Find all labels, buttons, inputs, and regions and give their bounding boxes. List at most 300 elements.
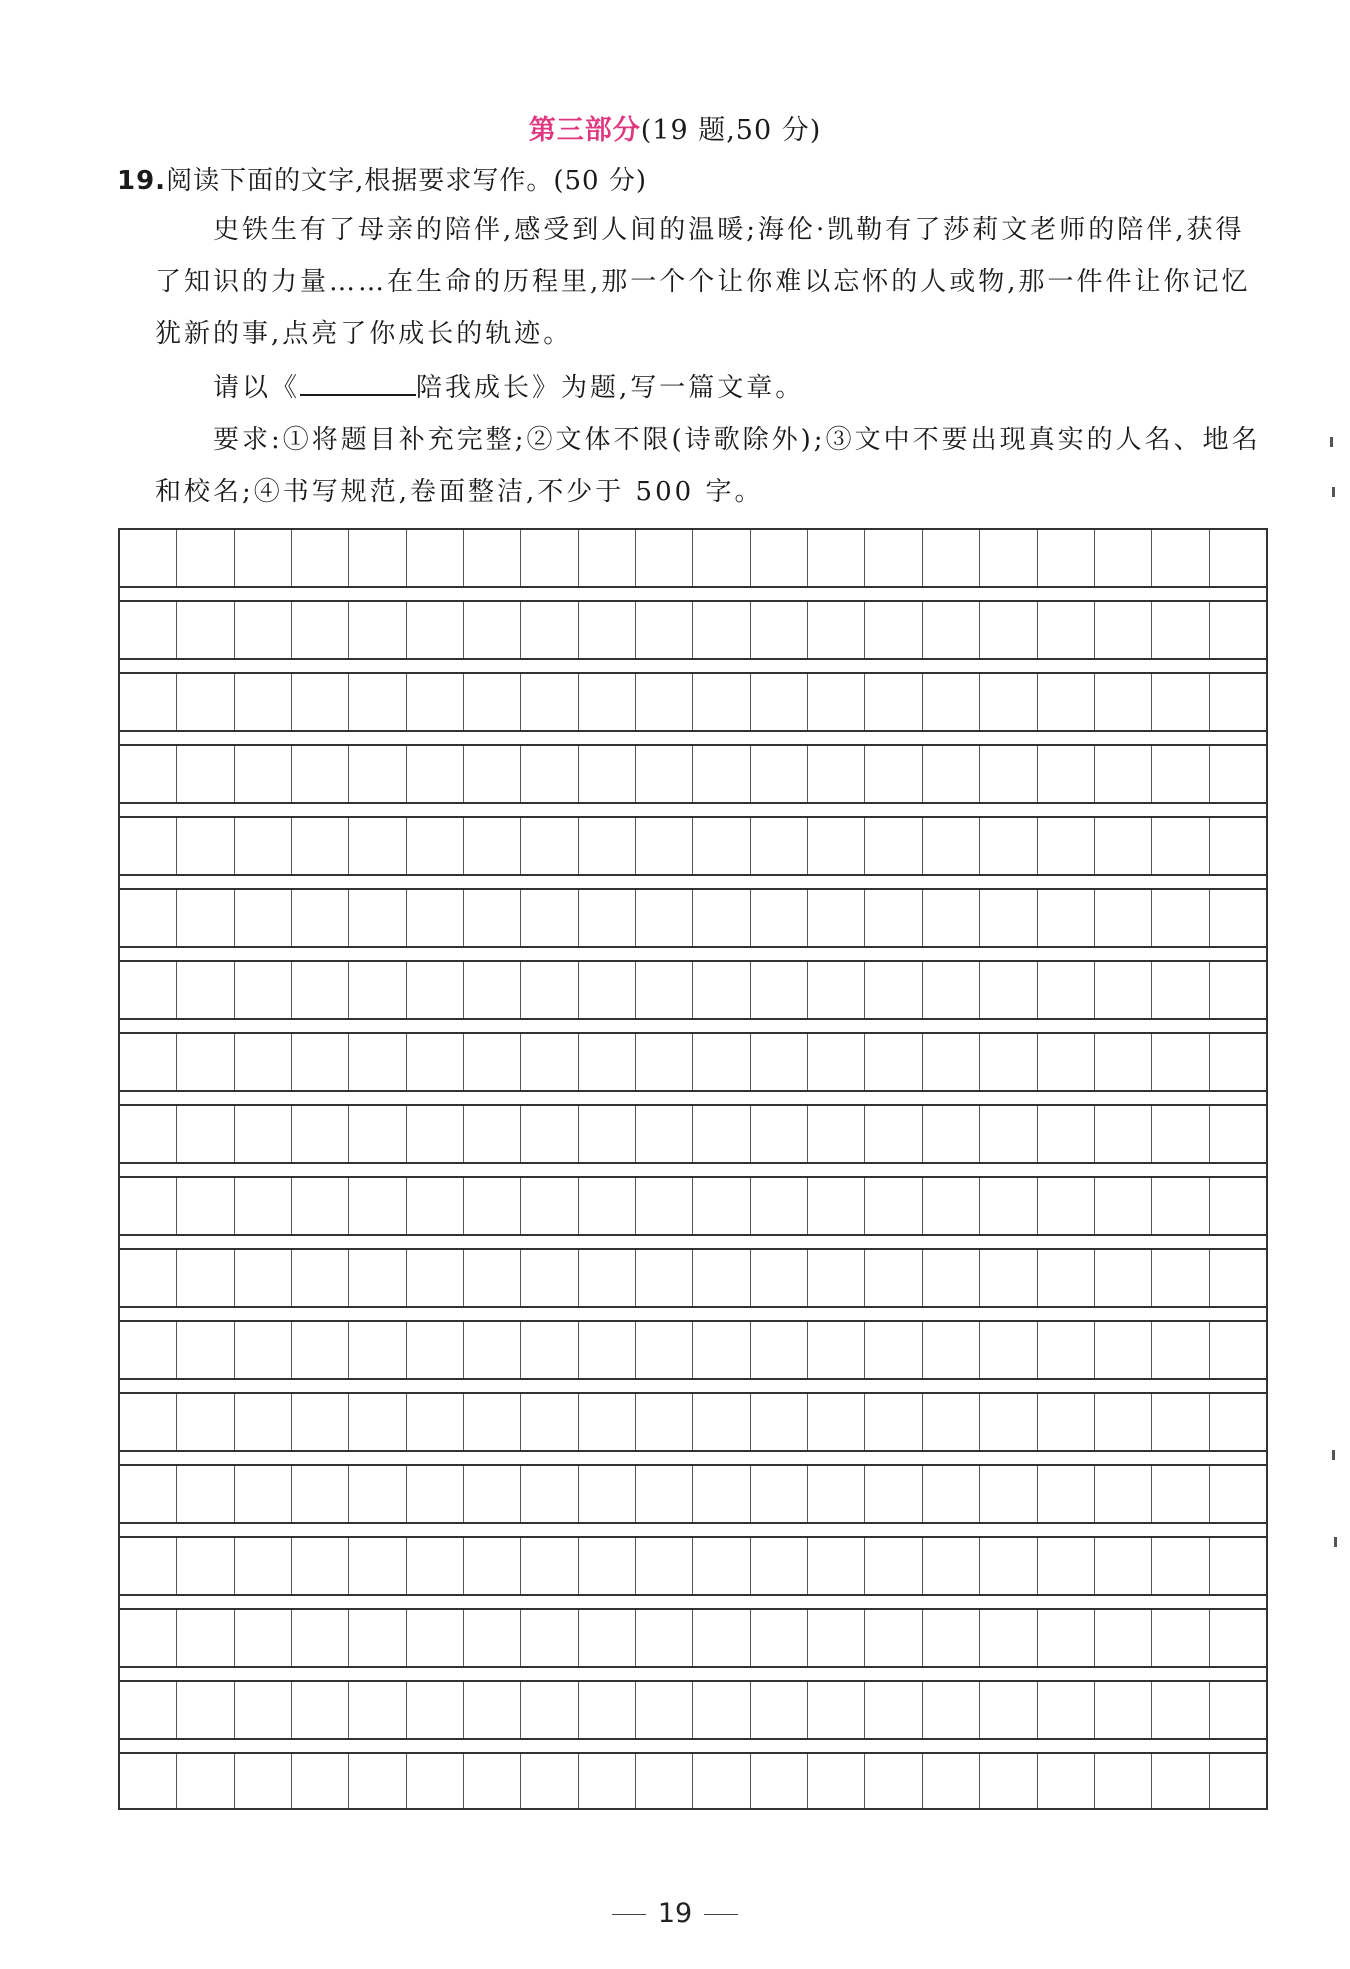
grid-cell[interactable] xyxy=(923,530,980,586)
grid-cell[interactable] xyxy=(693,1538,750,1594)
grid-cell[interactable] xyxy=(865,818,922,874)
grid-cell[interactable] xyxy=(865,890,922,946)
grid-cell[interactable] xyxy=(579,674,636,730)
grid-cell[interactable] xyxy=(1038,1106,1095,1162)
grid-cell[interactable] xyxy=(636,746,693,802)
grid-cell[interactable] xyxy=(521,602,578,658)
grid-cell[interactable] xyxy=(923,1034,980,1090)
grid-cell[interactable] xyxy=(177,1610,234,1666)
grid-cell[interactable] xyxy=(464,962,521,1018)
grid-cell[interactable] xyxy=(923,1682,980,1738)
grid-cell[interactable] xyxy=(120,530,177,586)
grid-cell[interactable] xyxy=(636,818,693,874)
grid-cell[interactable] xyxy=(521,1034,578,1090)
grid-cell[interactable] xyxy=(407,1466,464,1522)
grid-cell[interactable] xyxy=(1152,1754,1209,1808)
grid-cell[interactable] xyxy=(693,1466,750,1522)
grid-cell[interactable] xyxy=(693,746,750,802)
grid-cell[interactable] xyxy=(579,962,636,1018)
grid-cell[interactable] xyxy=(235,1682,292,1738)
grid-cell[interactable] xyxy=(349,1754,406,1808)
grid-cell[interactable] xyxy=(980,1754,1037,1808)
grid-cell[interactable] xyxy=(865,674,922,730)
grid-cell[interactable] xyxy=(464,530,521,586)
grid-cell[interactable] xyxy=(1038,818,1095,874)
grid-cell[interactable] xyxy=(407,530,464,586)
grid-cell[interactable] xyxy=(349,890,406,946)
grid-cell[interactable] xyxy=(923,1754,980,1808)
grid-cell[interactable] xyxy=(923,890,980,946)
grid-cell[interactable] xyxy=(980,1178,1037,1234)
grid-cell[interactable] xyxy=(865,1106,922,1162)
grid-cell[interactable] xyxy=(177,602,234,658)
grid-cell[interactable] xyxy=(235,1106,292,1162)
grid-cell[interactable] xyxy=(1038,1610,1095,1666)
grid-cell[interactable] xyxy=(1095,1466,1152,1522)
grid-cell[interactable] xyxy=(1152,890,1209,946)
grid-cell[interactable] xyxy=(636,1250,693,1306)
grid-cell[interactable] xyxy=(808,746,865,802)
grid-cell[interactable] xyxy=(177,1322,234,1378)
grid-cell[interactable] xyxy=(579,890,636,946)
grid-cell[interactable] xyxy=(579,818,636,874)
grid-cell[interactable] xyxy=(636,1178,693,1234)
grid-cell[interactable] xyxy=(349,674,406,730)
grid-cell[interactable] xyxy=(1038,530,1095,586)
grid-cell[interactable] xyxy=(636,1754,693,1808)
grid-cell[interactable] xyxy=(292,1538,349,1594)
grid-cell[interactable] xyxy=(1210,1754,1266,1808)
grid-cell[interactable] xyxy=(1210,890,1266,946)
grid-cell[interactable] xyxy=(579,1178,636,1234)
grid-cell[interactable] xyxy=(980,1466,1037,1522)
grid-cell[interactable] xyxy=(407,890,464,946)
grid-cell[interactable] xyxy=(464,602,521,658)
grid-cell[interactable] xyxy=(177,1754,234,1808)
grid-cell[interactable] xyxy=(693,1394,750,1450)
grid-cell[interactable] xyxy=(1152,530,1209,586)
grid-cell[interactable] xyxy=(751,602,808,658)
grid-cell[interactable] xyxy=(235,1394,292,1450)
grid-cell[interactable] xyxy=(808,1322,865,1378)
grid-cell[interactable] xyxy=(636,1034,693,1090)
grid-cell[interactable] xyxy=(464,1178,521,1234)
grid-cell[interactable] xyxy=(808,1466,865,1522)
grid-cell[interactable] xyxy=(120,1394,177,1450)
grid-cell[interactable] xyxy=(235,1466,292,1522)
grid-cell[interactable] xyxy=(865,1394,922,1450)
grid-cell[interactable] xyxy=(177,890,234,946)
grid-cell[interactable] xyxy=(693,1178,750,1234)
grid-cell[interactable] xyxy=(1210,1250,1266,1306)
grid-cell[interactable] xyxy=(1038,962,1095,1018)
grid-cell[interactable] xyxy=(235,818,292,874)
grid-cell[interactable] xyxy=(1210,962,1266,1018)
grid-cell[interactable] xyxy=(521,890,578,946)
grid-cell[interactable] xyxy=(923,1466,980,1522)
grid-cell[interactable] xyxy=(464,1394,521,1450)
grid-cell[interactable] xyxy=(349,1322,406,1378)
grid-cell[interactable] xyxy=(1038,1250,1095,1306)
grid-cell[interactable] xyxy=(1038,1754,1095,1808)
grid-cell[interactable] xyxy=(177,1682,234,1738)
grid-cell[interactable] xyxy=(980,818,1037,874)
grid-cell[interactable] xyxy=(235,962,292,1018)
grid-cell[interactable] xyxy=(693,962,750,1018)
grid-cell[interactable] xyxy=(808,1250,865,1306)
grid-cell[interactable] xyxy=(865,962,922,1018)
grid-cell[interactable] xyxy=(235,530,292,586)
grid-cell[interactable] xyxy=(1152,1322,1209,1378)
grid-cell[interactable] xyxy=(980,674,1037,730)
grid-cell[interactable] xyxy=(636,1610,693,1666)
grid-cell[interactable] xyxy=(235,746,292,802)
grid-cell[interactable] xyxy=(865,602,922,658)
grid-cell[interactable] xyxy=(865,1178,922,1234)
grid-cell[interactable] xyxy=(235,1034,292,1090)
grid-cell[interactable] xyxy=(579,1394,636,1450)
grid-cell[interactable] xyxy=(1210,1322,1266,1378)
grid-cell[interactable] xyxy=(751,1466,808,1522)
grid-cell[interactable] xyxy=(120,818,177,874)
grid-cell[interactable] xyxy=(751,674,808,730)
grid-cell[interactable] xyxy=(464,674,521,730)
grid-cell[interactable] xyxy=(521,1178,578,1234)
grid-cell[interactable] xyxy=(407,1250,464,1306)
grid-cell[interactable] xyxy=(177,962,234,1018)
grid-cell[interactable] xyxy=(177,1466,234,1522)
grid-cell[interactable] xyxy=(464,1250,521,1306)
grid-cell[interactable] xyxy=(865,1610,922,1666)
grid-cell[interactable] xyxy=(1095,1394,1152,1450)
grid-cell[interactable] xyxy=(751,890,808,946)
grid-cell[interactable] xyxy=(751,1538,808,1594)
grid-cell[interactable] xyxy=(349,1034,406,1090)
grid-cell[interactable] xyxy=(177,1178,234,1234)
grid-cell[interactable] xyxy=(292,1754,349,1808)
grid-cell[interactable] xyxy=(1095,602,1152,658)
grid-cell[interactable] xyxy=(751,530,808,586)
grid-cell[interactable] xyxy=(349,962,406,1018)
grid-cell[interactable] xyxy=(923,1322,980,1378)
grid-cell[interactable] xyxy=(1152,1034,1209,1090)
grid-cell[interactable] xyxy=(1095,962,1152,1018)
grid-cell[interactable] xyxy=(1038,602,1095,658)
grid-cell[interactable] xyxy=(693,674,750,730)
grid-cell[interactable] xyxy=(865,1466,922,1522)
grid-cell[interactable] xyxy=(407,602,464,658)
grid-cell[interactable] xyxy=(751,818,808,874)
grid-cell[interactable] xyxy=(177,746,234,802)
grid-cell[interactable] xyxy=(980,530,1037,586)
grid-cell[interactable] xyxy=(751,746,808,802)
grid-cell[interactable] xyxy=(923,1610,980,1666)
grid-cell[interactable] xyxy=(1152,746,1209,802)
grid-cell[interactable] xyxy=(521,1754,578,1808)
grid-cell[interactable] xyxy=(292,530,349,586)
grid-cell[interactable] xyxy=(407,746,464,802)
grid-cell[interactable] xyxy=(407,674,464,730)
grid-cell[interactable] xyxy=(120,1034,177,1090)
grid-cell[interactable] xyxy=(120,1754,177,1808)
grid-cell[interactable] xyxy=(1210,1394,1266,1450)
grid-cell[interactable] xyxy=(751,1178,808,1234)
grid-cell[interactable] xyxy=(521,1394,578,1450)
grid-cell[interactable] xyxy=(1210,746,1266,802)
grid-cell[interactable] xyxy=(693,1754,750,1808)
grid-cell[interactable] xyxy=(923,746,980,802)
grid-cell[interactable] xyxy=(693,1682,750,1738)
grid-cell[interactable] xyxy=(693,890,750,946)
grid-cell[interactable] xyxy=(923,818,980,874)
grid-cell[interactable] xyxy=(235,674,292,730)
grid-cell[interactable] xyxy=(464,1682,521,1738)
grid-cell[interactable] xyxy=(292,962,349,1018)
grid-cell[interactable] xyxy=(235,1178,292,1234)
grid-cell[interactable] xyxy=(464,1466,521,1522)
grid-cell[interactable] xyxy=(980,1322,1037,1378)
grid-cell[interactable] xyxy=(1152,1610,1209,1666)
grid-cell[interactable] xyxy=(1095,1106,1152,1162)
grid-cell[interactable] xyxy=(865,746,922,802)
grid-cell[interactable] xyxy=(579,1250,636,1306)
grid-cell[interactable] xyxy=(693,602,750,658)
grid-cell[interactable] xyxy=(1210,1682,1266,1738)
grid-cell[interactable] xyxy=(1095,818,1152,874)
grid-cell[interactable] xyxy=(292,1106,349,1162)
grid-cell[interactable] xyxy=(751,1682,808,1738)
grid-cell[interactable] xyxy=(751,962,808,1018)
grid-cell[interactable] xyxy=(407,1178,464,1234)
grid-cell[interactable] xyxy=(1095,530,1152,586)
grid-cell[interactable] xyxy=(521,530,578,586)
grid-cell[interactable] xyxy=(521,674,578,730)
grid-cell[interactable] xyxy=(923,1178,980,1234)
grid-cell[interactable] xyxy=(693,1106,750,1162)
grid-cell[interactable] xyxy=(407,1034,464,1090)
grid-cell[interactable] xyxy=(923,1106,980,1162)
grid-cell[interactable] xyxy=(120,1466,177,1522)
grid-cell[interactable] xyxy=(693,530,750,586)
grid-cell[interactable] xyxy=(521,962,578,1018)
grid-cell[interactable] xyxy=(349,1610,406,1666)
grid-cell[interactable] xyxy=(693,1322,750,1378)
grid-cell[interactable] xyxy=(349,1538,406,1594)
grid-cell[interactable] xyxy=(751,1250,808,1306)
grid-cell[interactable] xyxy=(120,602,177,658)
grid-cell[interactable] xyxy=(292,818,349,874)
grid-cell[interactable] xyxy=(923,674,980,730)
grid-cell[interactable] xyxy=(349,602,406,658)
grid-cell[interactable] xyxy=(292,1610,349,1666)
grid-cell[interactable] xyxy=(808,1106,865,1162)
grid-cell[interactable] xyxy=(579,530,636,586)
grid-cell[interactable] xyxy=(464,1322,521,1378)
grid-cell[interactable] xyxy=(521,818,578,874)
grid-cell[interactable] xyxy=(579,1610,636,1666)
grid-cell[interactable] xyxy=(808,1034,865,1090)
grid-cell[interactable] xyxy=(808,602,865,658)
grid-cell[interactable] xyxy=(407,818,464,874)
grid-cell[interactable] xyxy=(177,1394,234,1450)
grid-cell[interactable] xyxy=(980,1538,1037,1594)
grid-cell[interactable] xyxy=(292,1322,349,1378)
grid-cell[interactable] xyxy=(407,1394,464,1450)
grid-cell[interactable] xyxy=(1152,1106,1209,1162)
grid-cell[interactable] xyxy=(579,1754,636,1808)
grid-cell[interactable] xyxy=(636,530,693,586)
grid-cell[interactable] xyxy=(120,1322,177,1378)
grid-cell[interactable] xyxy=(1152,1394,1209,1450)
grid-cell[interactable] xyxy=(693,1250,750,1306)
grid-cell[interactable] xyxy=(235,1754,292,1808)
grid-cell[interactable] xyxy=(980,1610,1037,1666)
grid-cell[interactable] xyxy=(177,1538,234,1594)
grid-cell[interactable] xyxy=(808,1610,865,1666)
grid-cell[interactable] xyxy=(923,602,980,658)
grid-cell[interactable] xyxy=(1038,1466,1095,1522)
grid-cell[interactable] xyxy=(407,1538,464,1594)
grid-cell[interactable] xyxy=(292,602,349,658)
grid-cell[interactable] xyxy=(1210,1106,1266,1162)
grid-cell[interactable] xyxy=(1038,674,1095,730)
grid-cell[interactable] xyxy=(1095,1682,1152,1738)
grid-cell[interactable] xyxy=(693,1610,750,1666)
grid-cell[interactable] xyxy=(464,818,521,874)
grid-cell[interactable] xyxy=(292,1178,349,1234)
grid-cell[interactable] xyxy=(292,1466,349,1522)
grid-cell[interactable] xyxy=(693,818,750,874)
grid-cell[interactable] xyxy=(923,962,980,1018)
grid-cell[interactable] xyxy=(1210,674,1266,730)
grid-cell[interactable] xyxy=(636,962,693,1018)
grid-cell[interactable] xyxy=(177,674,234,730)
grid-cell[interactable] xyxy=(579,1682,636,1738)
grid-cell[interactable] xyxy=(865,530,922,586)
grid-cell[interactable] xyxy=(464,1034,521,1090)
grid-cell[interactable] xyxy=(751,1394,808,1450)
grid-cell[interactable] xyxy=(808,818,865,874)
grid-cell[interactable] xyxy=(751,1322,808,1378)
grid-cell[interactable] xyxy=(636,1682,693,1738)
grid-cell[interactable] xyxy=(808,1538,865,1594)
grid-cell[interactable] xyxy=(636,1394,693,1450)
grid-cell[interactable] xyxy=(751,1106,808,1162)
grid-cell[interactable] xyxy=(1095,1538,1152,1594)
grid-cell[interactable] xyxy=(1038,746,1095,802)
grid-cell[interactable] xyxy=(1038,890,1095,946)
grid-cell[interactable] xyxy=(521,1250,578,1306)
grid-cell[interactable] xyxy=(1038,1538,1095,1594)
grid-cell[interactable] xyxy=(1038,1394,1095,1450)
grid-cell[interactable] xyxy=(636,602,693,658)
grid-cell[interactable] xyxy=(464,1538,521,1594)
grid-cell[interactable] xyxy=(349,1178,406,1234)
grid-cell[interactable] xyxy=(407,962,464,1018)
grid-cell[interactable] xyxy=(177,818,234,874)
grid-cell[interactable] xyxy=(235,602,292,658)
grid-cell[interactable] xyxy=(636,1322,693,1378)
grid-cell[interactable] xyxy=(521,1106,578,1162)
grid-cell[interactable] xyxy=(1095,1250,1152,1306)
grid-cell[interactable] xyxy=(177,530,234,586)
grid-cell[interactable] xyxy=(120,1178,177,1234)
grid-cell[interactable] xyxy=(349,1250,406,1306)
grid-cell[interactable] xyxy=(1152,1178,1209,1234)
grid-cell[interactable] xyxy=(980,1106,1037,1162)
grid-cell[interactable] xyxy=(808,1178,865,1234)
grid-cell[interactable] xyxy=(407,1322,464,1378)
grid-cell[interactable] xyxy=(636,674,693,730)
grid-cell[interactable] xyxy=(923,1394,980,1450)
grid-cell[interactable] xyxy=(808,962,865,1018)
grid-cell[interactable] xyxy=(1210,1034,1266,1090)
grid-cell[interactable] xyxy=(980,1394,1037,1450)
grid-cell[interactable] xyxy=(349,746,406,802)
grid-cell[interactable] xyxy=(235,1250,292,1306)
grid-cell[interactable] xyxy=(1210,1610,1266,1666)
grid-cell[interactable] xyxy=(1095,746,1152,802)
grid-cell[interactable] xyxy=(407,1682,464,1738)
grid-cell[interactable] xyxy=(1152,1466,1209,1522)
grid-cell[interactable] xyxy=(579,1322,636,1378)
grid-cell[interactable] xyxy=(521,1466,578,1522)
grid-cell[interactable] xyxy=(579,1106,636,1162)
grid-cell[interactable] xyxy=(1095,1754,1152,1808)
grid-cell[interactable] xyxy=(349,530,406,586)
grid-cell[interactable] xyxy=(865,1250,922,1306)
grid-cell[interactable] xyxy=(120,1250,177,1306)
grid-cell[interactable] xyxy=(292,1250,349,1306)
grid-cell[interactable] xyxy=(1038,1682,1095,1738)
grid-cell[interactable] xyxy=(980,1250,1037,1306)
grid-cell[interactable] xyxy=(120,962,177,1018)
grid-cell[interactable] xyxy=(1095,1034,1152,1090)
grid-cell[interactable] xyxy=(464,1754,521,1808)
grid-cell[interactable] xyxy=(407,1754,464,1808)
grid-cell[interactable] xyxy=(980,746,1037,802)
grid-cell[interactable] xyxy=(751,1034,808,1090)
grid-cell[interactable] xyxy=(751,1610,808,1666)
grid-cell[interactable] xyxy=(579,1466,636,1522)
grid-cell[interactable] xyxy=(808,1754,865,1808)
grid-cell[interactable] xyxy=(923,1538,980,1594)
grid-cell[interactable] xyxy=(292,674,349,730)
grid-cell[interactable] xyxy=(292,1394,349,1450)
grid-cell[interactable] xyxy=(1210,1466,1266,1522)
grid-cell[interactable] xyxy=(1038,1034,1095,1090)
grid-cell[interactable] xyxy=(1210,1538,1266,1594)
grid-cell[interactable] xyxy=(292,1682,349,1738)
grid-cell[interactable] xyxy=(808,1682,865,1738)
grid-cell[interactable] xyxy=(865,1538,922,1594)
grid-cell[interactable] xyxy=(636,890,693,946)
grid-cell[interactable] xyxy=(120,674,177,730)
grid-cell[interactable] xyxy=(177,1034,234,1090)
grid-cell[interactable] xyxy=(407,1610,464,1666)
grid-cell[interactable] xyxy=(1095,1610,1152,1666)
grid-cell[interactable] xyxy=(1152,1538,1209,1594)
grid-cell[interactable] xyxy=(120,1610,177,1666)
grid-cell[interactable] xyxy=(349,1466,406,1522)
grid-cell[interactable] xyxy=(177,1106,234,1162)
grid-cell[interactable] xyxy=(636,1538,693,1594)
grid-cell[interactable] xyxy=(1095,674,1152,730)
grid-cell[interactable] xyxy=(808,890,865,946)
grid-cell[interactable] xyxy=(1152,818,1209,874)
grid-cell[interactable] xyxy=(235,1322,292,1378)
grid-cell[interactable] xyxy=(636,1106,693,1162)
